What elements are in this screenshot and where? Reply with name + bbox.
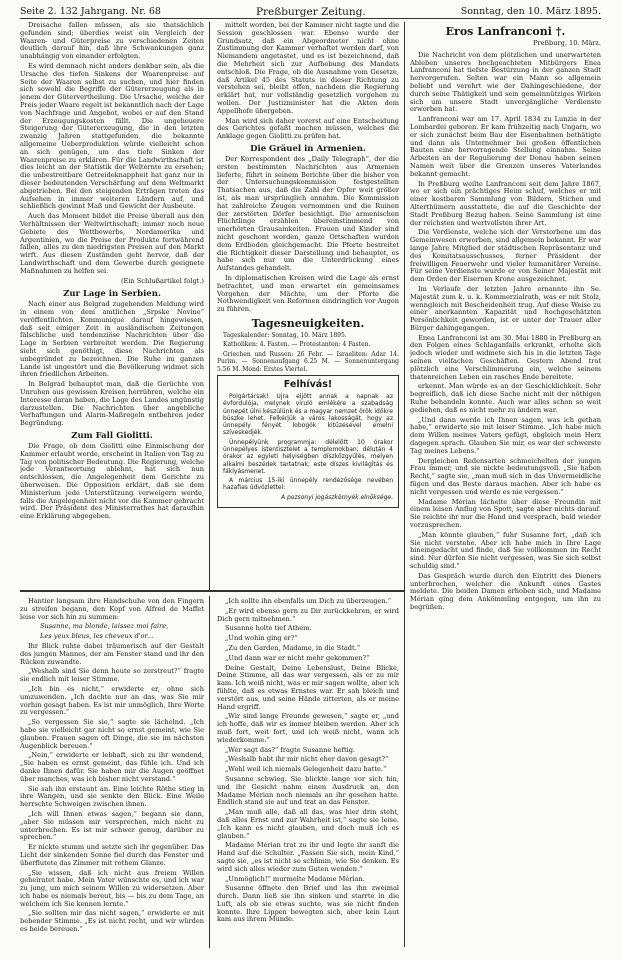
notice-signature: A pozsonyi jogászkörnyék elnöksége. [280,493,393,501]
feuilleton-column-rule [209,596,210,948]
feuilleton-paragraph: Susanne schwieg. Sie blickte lange vor sich hin, und ihr Gesicht nahm einen Ausdruck an, den Madame Mérian noch niemals an ihr gesehen hatte. Endlich stand sie auf und trat an das Fenster. [217,774,399,807]
feuilleton-paragraph: Hantier langsam ihre Handschuhe von den Fingern zu streifen begann, den Kopf von Alfred de Maffet leise vor sich hin zu summen: [20,598,204,621]
feuilleton-left [20,598,204,950]
article-paragraph: In Belgrad behauptet man, daß die Gerüchte von Unruhen aus gewissen Kreisen herrühren, welche ein Interesse daran haben, die Lage des Landes ungünstig darzustellen. Die Nachrichten über angebliche Verhaftungen und Alarm-Maßregeln entbehren jeder Begründung. [20,380,204,428]
article-paragraph: Die Frage, ob dem Giolitti eine Einmischung der Kammer erlaubt werde, erscheint in Italien von Tag zu Tag von politischer Bedeutung. Die Regierung, welche jede Verantwortung ablehnt, hat sich nun entschlossen, die Angelegenheit dem Gerichte zu überweisen. Die Opposition erklärt, daß sie dem Ministerium jede Unterstützung verweigern werde, falls die Angelegenheit nicht vor die Kammer gebracht wird. Der Präsident des Ministerrathes hat daraufhin eine Erklärung abgegeben. [20,442,204,521]
header-center: Preßburger Zeitung. [255,6,366,18]
feuilleton-right [217,598,399,950]
calendar-row: Griechen und Russen: 26 Febr. — Israeliten: Adar 14. Purim. — Sonnenaufgang 6.25 M. — Sonnenuntergang 5.56 M. Mond: Erstes Viertel. [217,350,399,373]
headline-serbia: Zur Lage in Serbien. [63,289,161,300]
feuilleton-paragraph: „Ich will Ihnen etwas sagen,“ begann sie dann, „aber Sie müssen mir versprechen, mich nicht zu unterbrechen. Es ist mir schwer genug, darüber zu sprechen.“ [20,809,204,842]
article-paragraph: Nach einer aus Belgrad zugehenden Meldung wird in einem von dem amtlichen „Srpske Novine“ veröffentlichten Kommuniqué darauf hingewiesen, daß seit einiger Zeit in ausländischen Zeitungen fälschliche und tendenziöse Nachrichten über die Lage in Serbien verbreitet werden. Die Regierung sieht sich genöthigt, diese Nachrichten als unbegründet zu bezeichnen. Die Ruhe im ganzen Lande ist ungestört und die Bevölkerung widmet sich ihren friedlichen Arbeiten. [20,300,204,379]
feuilleton-paragraph: Susanne öffnete den Brief und las ihn zweimal durch. Dann ließ sie ihn sinken und starrte in die Luft, als ob sie etwas suchte, was sie nicht finden konnte. Ihre Lippen bewegten sich, aber kein Laut kam aus ihrem Munde. [217,884,399,924]
header-right: Sonntag, den 10. März 1895. [460,6,601,17]
page-header [20,4,601,19]
article-paragraph: „Man könnte glauben,“ fuhr Susanne fort, „daß ich Sie nicht verstehe. Aber ich habe mich in Ihre Lage hineingedacht und finde, daß Sie vollkommen im Recht sind. Nur dürfen Sie nicht vergessen, was Sie sich selbst schuldig sind.“ [410,530,601,570]
calendar-line: Tageskalender: Sonntag, 10. März 1895. [223,331,347,339]
article-paragraph: Madame Mérian lächelte über diese Freundin mit einem leisen Anflug von Spott, sagte aber nichts darauf. Sie reichte ihr nur die Hand und versprach, bald wieder vorzusprechen. [410,497,601,530]
feuilleton-paragraph: Susanne, ma blonde, laissez moi faire, [40,622,169,631]
feuilleton-paragraph: Ihr Blick ruhte dabei träumerisch auf der Gestalt des jungen Mannes, der am Fenster stand und ihr den Rücken zuwandte. [20,641,204,666]
header-left: Seite 2. 132 Jahrgang. Nr. 68 [20,6,161,17]
article-paragraph: Die Verdienste, welche sich der Verstorbene um das Gemeinwesen erworben, sind allgemein bekannt. Er war lange Jahre Mitglied der städtischen Repräsentanz und des Komitatsausschusses, ferner Präsident der freiwilligen Feuerwehr und vieler humanitärer Vereine. Für seine Verdienste wurde er von Seiner Majestät mit dem Orden der Eisernen Krone ausgezeichnet. [410,228,601,284]
feuilleton-paragraph: „Wir sind lange Freunde gewesen,“ sagte er, „und ich hoffe, daß wir es immer bleiben werden. Aber ich muß fort, weit fort, und ich weiß nicht, wann ich wiederkomme.“ [217,712,399,744]
article-paragraph: Es wird demnach nicht anders denkbar sein, als die Ursache des tiefen Sinkens der Waarenpreise auf Seite der Waaren selbst zu suchen, und hier finden sich sowohl die Begriffe der Gütererzeugung als in jenem der Gütervertheilung. Die Ursache, welche der Preis jeder Waare regelt ist bekanntlich nach der Lage von Nachfrage und Angebot, wobei er auf den Stand der Erzeugungskosten fällt. Die ungeheuere Steigerung der Gütererzeugung, die in den letzten zwanzig Jahren stattgefunden, die bekannte allgemeine Ueberproduktion würde vielleicht schon an sich genügen, um das tiefe Sinken der Waarenpreise zu erklären. Für die Landwirthschaft ist dies leicht an der Statistik der Welternte zu ersehen; die unbestreitbare Getreideknappheit hat ganz nur in dieser bedeutenden Verschärfung auf dem Weltmarkt abgetrieben. Bei den steigenden Erträgen treten das Aufsehen in immer weiteren Ländern auf, und schließlich gewinnt Maß und Gewicht der Ausbeute. [20,61,204,211]
feuilleton-paragraph: Deine Gestalt, Deine Lebenslust, Deine Blicke, Deine Stimme, all das war vergessen, als er zu mir kam. Ich weiß nicht, was er mir sagen wollte, aber ich fühlte, daß es etwas Ernstes war. Er sah bleich und verstört aus, und seine Hände zitterten, als er meine Hand ergriff. [217,663,399,711]
feuilleton-paragraph: „Wohl weil ich niemals Gelegenheit dazu hatte.“ [225,765,387,774]
feuilleton-paragraph: „Weshalb sind Sie denn heute so zerstreut?“ fragte sie endlich mit leiser Stimme. [20,667,204,684]
feuilleton-paragraph: „Ich bin es nicht,“ erwiderte er, ohne sich umzuwenden. „Ich dachte nur an das, was Sie mir vorhin gesagt haben. Es ist mir unmöglich, Ihre Worte zu vergessen.“ [20,684,204,717]
feuilleton-paragraph: „Und wohin ging er?“ [225,634,298,643]
feuilleton-paragraph: „So vergessen Sie sie,“ sagte sie lächelnd. „Ich habe sie vielleicht gar nicht so ernst gemeint, wie Sie glauben. Frauen sagen oft Dinge, die sie im nächsten Augenblick bereuen.“ [20,718,204,750]
feuilleton-paragraph: „Zu den Garden, Madame, in die Stadt.“ [225,643,361,652]
article-paragraph: Auch das Moment bildet die Preise überall aus den Verhältnissen der Weltwirthschaft; immer noch neue Gebiete des Wettbewerbs, Nordamerika und Argentinien, wo die Preise der Produkte fortwährend fallen, alles zu den niedrigsten Preisen auf den Markt wirft. Aus diesen Zuständen geht hervor, daß der Landwirthschaft und dem Gewerbe durch geeignete Maßnahmen zu helfen sei. [20,212,204,275]
headline-armenia: Die Gräuel in Armenien. [250,143,366,154]
feuilleton-paragraph: „Wer sagt das?“ fragte Susanne heftig. [225,745,356,754]
notice-paragraph: A március 15-iki ünnepély rendezősége nevében hazafias üdvözlettel: [223,477,393,492]
feuilleton-paragraph: „Nein,“ erwiderte er lebhaft, sich zu ihr wendend, „Sie haben es ernst gemeint, das fühle ich. Und ich danke Ihnen dafür. Sie haben mir die Augen geöffnet über manches, was ich bisher nicht verstand.“ [20,751,204,783]
article-paragraph: Das Gespräch wurde durch den Eintritt des Dieners unterbrochen, welcher die Ankunft eines Gastes meldete. Die beiden Damen erhoben sich, und Madame Mérian ging dem Ankömmling entgegen, um ihn zu begrüßen. [410,571,601,611]
feuilleton-rule [20,590,404,592]
feuilleton-paragraph: „Unmöglich!“ murmelte Madame Mérian. [225,874,365,883]
article-paragraph: Der Korrespondent des „Daily Telegraph“, der die ersten bestimmten Nachrichten aus Armenien lieferte, führt in seinem Berichte über die bisher von der Untersuchungskommission festgestellten Thatsachen aus, daß die Zahl der Opfer weit größer ist, als man ursprünglich annahm. Die Kommission hat zahlreiche Zeugen vernommen und die Ruinen der zerstörten Dörfer besichtigt. Die armenischen Flüchtlinge erzählen übereinstimmend von unerhörten Grausamkeiten. Frauen und Kinder sind nicht geschont worden, ganze Ortschaften wurden dem Erdboden gleichgemacht. Die Pforte bestreitet die Richtigkeit dieser Darstellung und behauptet, es habe sich nur um die Unterdrückung eines Aufstandes gehandelt. [217,154,399,273]
feuilleton-paragraph: „Man muß alle, daß all das, was hier drin steht, daß alles Ernst und zur Wahrheit ist,“ sagte sie leise. „Ich kann es nicht glauben, und doch muß ich es glauben.“ [217,808,399,840]
feuilleton-paragraph: Er nickte stumm und setzte sich ihr gegenüber. Das Licht der sinkenden Sonne fiel durch das Fenster und überflutete das Zimmer mit rothem Glanze. [20,843,204,867]
calendar-row: Katholiken: 4. Fasten. — Protestanten: 4 Fasten. [223,341,371,349]
article-paragraph: Enea Lanfranconi ist am 30. Mai 1880 in Preßburg an den Folgen eines Schlaganfalls erkrankt, erholte sich jedoch wieder und widmete sich bis in die letzten Tage seinen vielfachen Geschäften. Gestern Abend trat plötzlich eine Verschlimmerung ein, welche seinem thatenreichen Leben ein rasches Ende bereitete. [410,333,601,381]
dateline: Preßburg, 10. März. [533,39,601,47]
column-1 [20,22,204,582]
feuilleton-paragraph: Les yeux bleus, les cheveux d'or... [40,632,154,641]
article-paragraph: Lanfranconi war am 17. April 1834 zu Lunzia in der Lombardei geboren. Er kam frühzeitig nach Ungarn, wo er sich zunächst beim Bau der Eisenbahnen bethätigte und dann als Unternehmer bei großen öffentlichen Bauten eine hervorragende Stellung einnahm. Seine Arbeiten an der Regulierung der Donau haben seinen Namen weit über die Grenzen unseres Vaterlandes bekannt gemacht. [410,115,601,178]
notice-title: Felhívás! [283,378,333,390]
article-paragraph: In diplomatischen Kreisen wird die Lage als ernst betrachtet, und man erwartet ein gemeinsames Vorgehen der Mächte, um der Pforte die Nothwendigkeit von Reformen eindringlich vor Augen zu führen. [217,273,399,314]
column-2 [217,22,399,582]
feuilleton-paragraph: Susanne holte tief Athem. [225,624,312,633]
notice-paragraph: Polgártársak! Ujra eljött annak a napnak az évfordulója, melynek viruló emlékére a szabadság ünnepét ülni készülünk és a magyar nemzet örök időkre büszke lehet. Felkérjük a város lakosságát, hogy az ünnepély fényét lobogók kitűzésével emelni szíveskedjék. [223,392,393,437]
article-paragraph: erkennt. Man würde es an der Geschicklichkeit. Sehr begreiflich, daß ich diese Sache nicht mit der nöthigen Ruhe behandeln konnte. Auch war alles schon so weit gediehen, daß es nicht mehr zu ändern war. [410,382,601,414]
feuilleton-paragraph: „Ich sollte ihn ebenfalls um Dich zu überzeugen.“ [225,598,392,605]
article-paragraph: Im Verlaufe der letzten Jahre ernannte ihn Se. Majestät zum k. u. k. Kommerzialrath, was er mit Stolz, wenngleich mit Bescheidenheit trug. Auf diese Weise zu einer anerkannten Kapazität und hochgeschätzten Persönlichkeit geworden, ist er unter der Trauer aller Bürger dahingegangen. [410,284,601,332]
article-paragraph: Die Nachricht von dem plötzlichen und unerwarteten Ableben unseres hochgeachteten Mitbürgers Enea Lanfranconi hat tiefste Bestürzung in der ganzen Stadt hervorgerufen. Selten war ein Mann so allgemein beliebt und verehrt wie der Dahingeschiedene, der durch seine Thätigkeit und sein gemeinnütziges Wirken sich um unsere Stadt unvergängliche Verdienste erworben hat. [410,50,601,114]
feuilleton-paragraph: „Weshalb habt ihr mir nicht eher davon gesagt?“ [225,755,389,764]
headline-obituary: Eros Lanfranconi †. [445,25,566,38]
article-paragraph: Dreisache fallen müssen, als sie thatsächlich gefunden sind; überdies weist ein Vergleich der Waaren- und Güterpreise zu verschiedenen Zeiten deutlich darauf hin, daß ihre Schwankungen ganz unabhängig von einander erfolgten. [20,22,204,61]
article-paragraph: „Und dann werde ich Ihnen sagen, was ich gethan habe,“ erwiderte sie mit leiser Stimme. „Ich habe mich dem Willen meines Vaters gefügt, obgleich mein Herz dagegen sprach. Glauben Sie mir, es war der schwerste Tag meines Lebens.“ [410,415,601,455]
column-rule-2 [404,22,405,947]
article-paragraph: In Preßburg weilte Lanfranconi seit dem Jahre 1867, wo er sich ein prächtiges Heim schuf, welches er mit einer kostbaren Sammlung von Bildern, Stichen und Alterthümern ausstattete, die auf die Geschichte der Stadt Preßburg Bezug haben. Seine Sammlung ist eine der reichsten und wertvollsten ihrer Art. [410,179,601,227]
column-3 [410,22,601,947]
headline-giolitti: Zum Fall Giolitti. [71,431,153,442]
feuilleton-paragraph: Madame Mérian trat zu ihr und legte ihr sanft die Hand auf die Schulter. „Fassen Sie sich, mein Kind,“ sagte sie, „es ist nicht so schlimm, wie Sie denken. Es wird sich alles wieder zum Guten wenden.“ [217,841,399,873]
feuilleton-paragraph: „Sie sollten mir das nicht sagen,“ erwiderte er mit bebender Stimme. „Es ist nicht recht, und wir würden es beide bereuen.“ [20,909,204,934]
notice-box [217,375,399,508]
feuilleton-paragraph: „Sie wissen, daß ich nicht aus freiem Willen geheiratet habe. Mein Vater wünschte es, und ich war zu jung, um mich seinem Willen zu widersetzen. Aber ich habe es niemals bereut, bis — bis zu dem Tage, an welchem ich Sie kennen lernte.“ [20,868,204,908]
article-paragraph: mittelt worden, bei der Kammer nicht tagte und die Session geschlossen war. Ebenso wurde der Grundsatz, daß ein Abgeordneter nicht ohne Zustimmung der Kammer verhaftet werden darf, von Niemandem angetastet, und es ist bezeichnend, daß die Mehrheit sich zur Aufhebung des Mandats entschloß. Die Frage, ob die Ausnahme vom Gesetze, daß Artikel 45 des Statuts in dieser Richtung zu verstehen sei, bleibt offen, nachdem die Regierung erklärt hat, nur vollständig gesetzlich vorgehen zu wollen. Der Justizminister hat die Akten dem Appellhofe übergeben. [217,22,399,115]
headline-news: Tagesneuigkeiten. [251,316,365,330]
article-paragraph: Dergleichen Redensarten schmeichelten der jungen Frau immer, und sie nickte bedeutungsvoll. „Sie haben Recht,“ sagte sie, „man muß sich in das Unvermeidliche fügen und das Beste daraus machen. Aber ich habe es nicht vergessen und werde es nie vergessen.“ [410,456,601,496]
feuilleton-paragraph: „Und dann war er nicht mehr gekommen?“ [225,653,370,662]
notice-paragraph: Ünnepélyünk programmja: délelőtt 10 órakor ünnepélyes istentisztelet a templomokban; délután 4 órakor az egyleti helyiségben díszközgyűlés, melyen alkalmi beszédek tartatnak; este díszes kivilágítás és fáklyásmenet. [223,438,393,475]
feuilleton-paragraph: „Er wird ebenso gern zu Dir zurückkehren, er wird Dich gern mitnehmen.“ [217,606,399,623]
continuation-note: (Ein Schlußartikel folgt.) [120,276,204,285]
article-paragraph: Man wird sich daher vorerst auf eine Entscheidung des Gerichtes gefaßt machen müssen, welches die Anklage gegen Giolitti zu prüfen hat. [217,116,399,141]
column-rule-1 [209,22,210,592]
feuilleton-paragraph: Sie sah ihn erstaunt an. Eine leichte Röthe stieg in ihre Wangen, und sie senkte den Blick. Eine Weile herrschte Schweigen zwischen ihnen. [20,784,204,809]
